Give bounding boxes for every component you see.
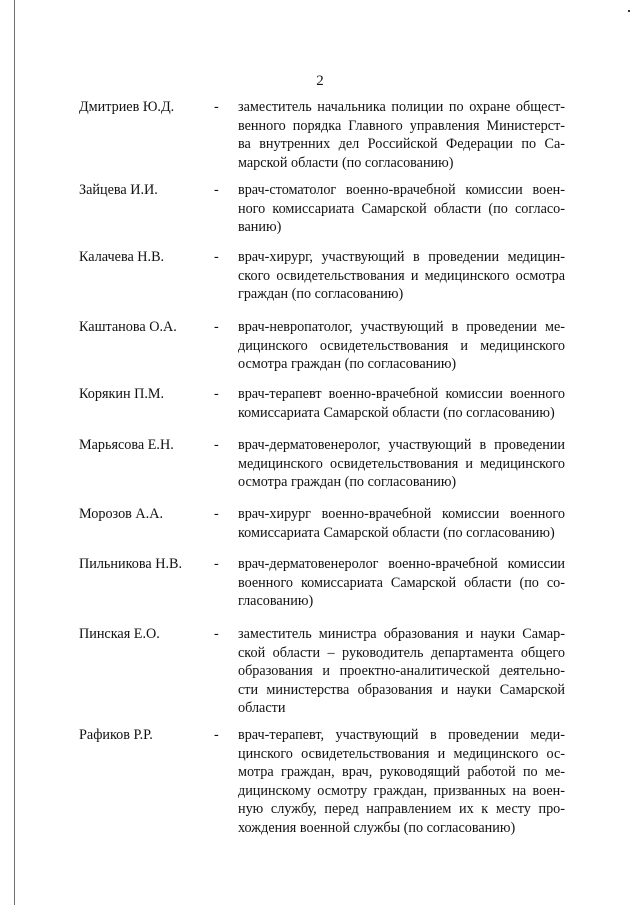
description-line: врач-терапевт военно-врачебной комиссии военного [238,386,565,402]
description-line: ного комиссариата Самарской области (по согласо- [238,200,565,217]
member-name: Корякин П.М. [79,386,165,402]
member-position-description [238,248,565,304]
member-name: Марьясова Е.Н. [79,437,174,453]
member-name: Пинская Е.О. [79,626,160,642]
entry-dash: - [214,727,219,743]
description-line: ского освидетельствования и медицинского осмотра [238,267,565,284]
member-name: Калачева Н.В. [79,249,165,265]
entry-dash: - [214,249,219,265]
description-line: врач-хирург, участвующий в проведении медицин- [238,249,565,265]
description-line: гласованию) [238,593,314,610]
member-name: Рафиков Р.Р. [79,727,153,743]
member-name: Зайцева И.И. [79,182,158,198]
description-line: венного порядка Главного управления Министерст- [238,117,565,134]
member-name: Каштанова О.А. [79,319,177,335]
description-line: медицинского освидетельствования и медицинского [238,455,565,472]
member-name: Дмитриев Ю.Д. [79,99,175,115]
entry-dash: - [214,386,219,402]
page-number: 2 [316,73,324,89]
description-line: граждан (по согласованию) [238,286,404,303]
member-position-description [238,625,565,718]
member-position-description [238,555,565,611]
member-position-description [238,436,565,492]
member-position-description [238,505,565,542]
entry-dash: - [214,319,219,335]
description-line: военного комиссариата Самарской области (по со- [238,574,565,591]
description-line: ской области – руководитель департамента общего [238,644,565,661]
description-line: комиссариата Самарской области (по согласованию) [238,404,555,421]
description-line: мотра граждан, врач, руководящий работой по ме- [238,764,565,781]
description-line: ванию) [238,219,282,236]
member-position-description [238,98,565,172]
description-line: хождения военной службы (по согласованию) [238,819,516,836]
description-line: заместитель начальника полиции по охране общест- [238,99,565,115]
description-line: комиссариата Самарской области (по согласованию) [238,524,555,541]
description-line: цинского освидетельствования и медицинского ос- [238,745,565,762]
description-line: марской области (по согласованию) [238,154,454,171]
description-line: ва внутренних дел Российской Федерации по Са- [238,136,565,153]
entry-dash: - [214,626,219,642]
description-line: осмотра граждан (по согласованию) [238,474,457,491]
description-line: врач-дерматовенеролог военно-врачебной комиссии [238,556,565,572]
description-line: области [238,700,286,717]
description-line: врач-хирург военно-врачебной комиссии военного [238,506,565,522]
entry-dash: - [214,437,219,453]
entry-dash: - [214,506,219,522]
description-line: образования и проектно-аналитической деятельно- [238,663,565,680]
entry-dash: - [214,556,219,572]
description-line: дицинскому осмотру граждан, призванных на воен- [238,782,565,799]
description-line: сти министерства образования и науки Самарской [238,681,565,698]
description-line: врач-стоматолог военно-врачебной комиссии воен- [238,182,565,198]
description-line: заместитель министра образования и науки Самар- [238,626,565,642]
entry-dash: - [214,99,219,115]
member-position-description [238,318,565,374]
description-line: врач-терапевт, участвующий в проведении меди- [238,727,565,743]
description-line: дицинского освидетельствования и медицинского [238,337,565,354]
description-line: врач-невропатолог, участвующий в проведении ме- [238,319,565,335]
description-line: ную службу, перед направлением их к месту про- [238,801,565,818]
member-name: Морозов А.А. [79,506,163,522]
description-line: осмотра граждан (по согласованию) [238,356,457,373]
member-name: Пильникова Н.В. [79,556,182,572]
description-line: врач-дерматовенеролог, участвующий в проведении [238,437,565,453]
member-position-description [238,181,565,237]
member-position-description [238,385,565,422]
entry-dash: - [214,182,219,198]
member-position-description [238,726,565,838]
